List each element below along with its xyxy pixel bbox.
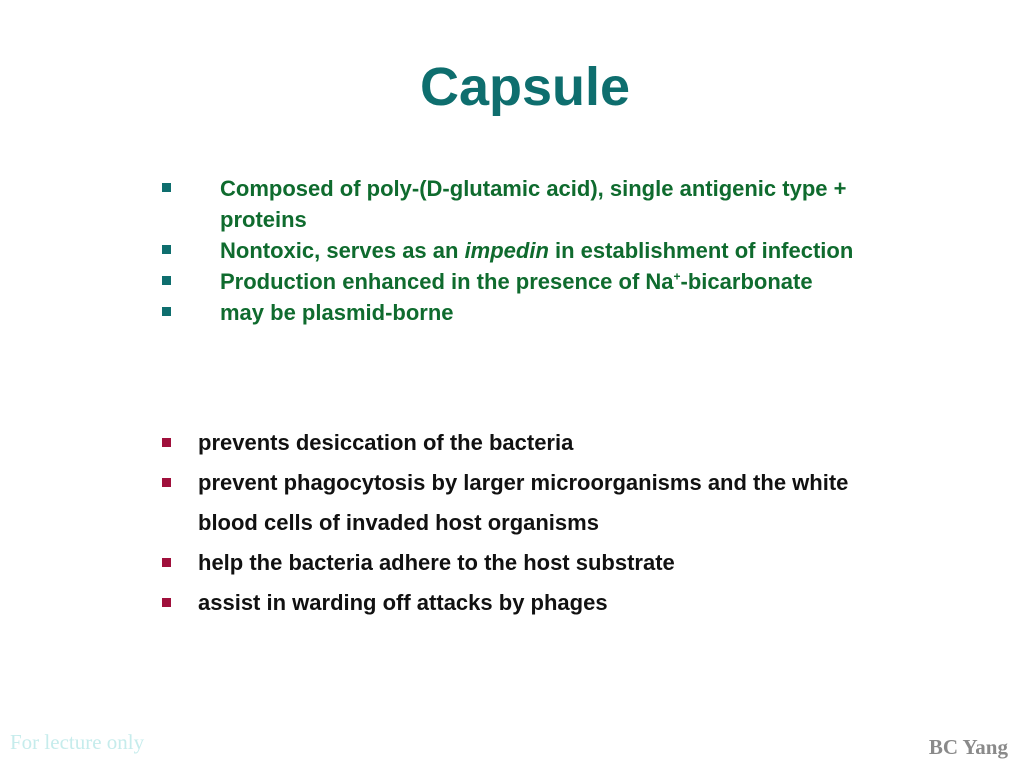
list-item-text: help the bacteria adhere to the host substrate — [198, 550, 675, 575]
list-item-text: Production enhanced in the presence of Na — [220, 269, 674, 294]
list-item — [160, 297, 880, 328]
list-item — [160, 423, 900, 463]
superscript-plus: + — [673, 269, 681, 284]
square-bullet-icon — [162, 438, 171, 447]
list-item-text: assist in warding off attacks by phages — [198, 590, 608, 615]
list-item-text: may be plasmid-borne — [220, 300, 454, 325]
list-item-text: prevents desiccation of the bacteria — [198, 430, 574, 455]
list-item-text: -bicarbonate — [680, 269, 813, 294]
square-bullet-icon — [162, 183, 171, 192]
list-item-text: prevent phagocytosis by larger microorganisms and the white blood cells of invaded host organisms — [198, 470, 849, 535]
list-item-italic-text: impedin — [464, 238, 549, 263]
list-item-text: Nontoxic, serves as an — [220, 238, 465, 263]
capsule-properties-list — [160, 173, 880, 328]
footer-author: BC Yang — [928, 735, 1008, 759]
square-bullet-icon — [162, 245, 171, 254]
list-item — [160, 266, 880, 297]
slide-title: Capsule — [419, 57, 631, 117]
square-bullet-icon — [162, 478, 171, 487]
list-item — [160, 173, 880, 235]
list-item — [160, 235, 880, 266]
square-bullet-icon — [162, 598, 171, 607]
list-item — [160, 583, 900, 623]
list-item-text: Composed of poly-(D-glutamic acid), single antigenic type + proteins — [220, 176, 847, 232]
square-bullet-icon — [162, 558, 171, 567]
square-bullet-icon — [162, 307, 171, 316]
square-bullet-icon — [162, 276, 171, 285]
capsule-functions-list — [160, 423, 900, 623]
list-item-text: in establishment of infection — [548, 238, 854, 263]
footer-note: For lecture only — [10, 730, 145, 754]
list-item — [160, 463, 900, 543]
list-item — [160, 543, 900, 583]
